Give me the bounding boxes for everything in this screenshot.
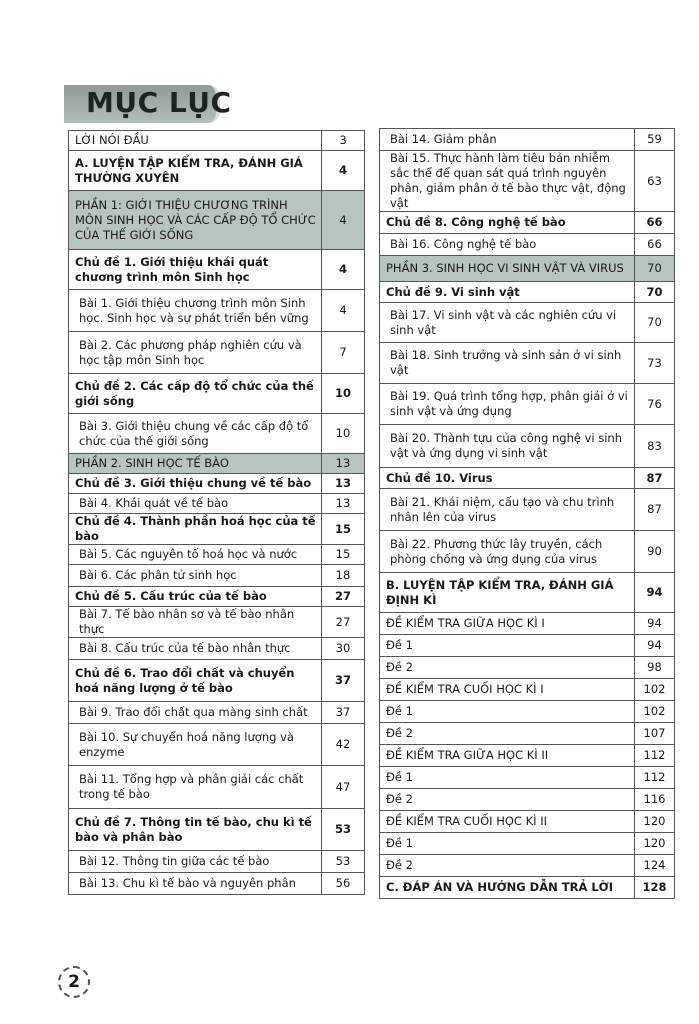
toc-entry-title: Bài 7. Tế bào nhân sơ và tế bào nhân thực [69, 607, 322, 638]
toc-row [380, 234, 675, 256]
toc-entry-page: 66 [635, 212, 675, 234]
toc-row [69, 374, 365, 414]
toc-row [69, 414, 365, 454]
toc-entry-title: ĐỀ KIỂM TRA CUỐI HỌC KÌ II [380, 811, 635, 833]
toc-entry-title: Bài 21. Khái niệm, cấu tạo và chu trình nhân lên của virus [380, 489, 635, 531]
toc-entry-title: B. LUYỆN TẬP KIỂM TRA, ĐÁNH GIÁ ĐỊNH KÌ [380, 573, 635, 613]
toc-entry-page: 70 [635, 282, 675, 303]
toc-entry-title: Chủ đề 9. Vi sinh vật [380, 282, 635, 303]
toc-entry-page: 47 [322, 766, 365, 809]
toc-entry-title: ĐỀ KIỂM TRA GIỮA HỌC KÌ II [380, 745, 635, 767]
toc-entry-title: A. LUYỆN TẬP KIỂM TRA, ĐÁNH GIÁ THƯỜNG XUYÊN [69, 151, 322, 191]
toc-entry-title: Chủ đề 5. Cấu trúc của tế bào [69, 587, 322, 607]
toc-entry-title: Bài 20. Thành tựu của công nghệ vi sinh vật và ứng dụng vi sinh vật [380, 425, 635, 468]
toc-entry-title: Bài 14. Giảm phân [380, 129, 635, 151]
toc-entry-page: 4 [322, 250, 365, 290]
toc-entry-page: 13 [322, 454, 365, 474]
toc-row [380, 657, 675, 679]
toc-entry-title: Đề 2 [380, 855, 635, 877]
toc-entry-page: 27 [322, 587, 365, 607]
toc-row [380, 212, 675, 234]
toc-row [69, 290, 365, 332]
toc-entry-title: Chủ đề 1. Giới thiệu khái quát chương trình môn Sinh học [69, 250, 322, 290]
toc-row [69, 638, 365, 660]
toc-entry-page: 37 [322, 702, 365, 724]
toc-entry-title: Bài 9. Trao đổi chất qua màng sinh chất [69, 702, 322, 724]
toc-entry-title: Bài 12. Thông tin giữa các tế bào [69, 851, 322, 873]
toc-entry-title: Chủ đề 7. Thông tin tế bào, chu kì tế bào và phân bào [69, 809, 322, 851]
toc-entry-title: Chủ đề 3. Giới thiệu chung về tế bào [69, 474, 322, 494]
toc-row [69, 809, 365, 851]
toc-entry-page: 112 [635, 745, 675, 767]
toc-entry-page: 37 [322, 660, 365, 702]
toc-entry-page: 3 [322, 131, 365, 151]
toc-row [69, 565, 365, 587]
toc-entry-title: Chủ đề 8. Công nghệ tế bào [380, 212, 635, 234]
toc-entry-page: 124 [635, 855, 675, 877]
toc-row [69, 766, 365, 809]
toc-entry-title: PHẦN 3. SINH HỌC VI SINH VẬT VÀ VIRUS [380, 256, 635, 282]
toc-row [69, 873, 365, 895]
toc-entry-page: 98 [635, 657, 675, 679]
toc-entry-title: Bài 17. Vi sinh vật và các nghiên cứu vi sinh vật [380, 303, 635, 343]
toc-entry-page: 94 [635, 635, 675, 657]
toc-row [380, 723, 675, 745]
toc-row [380, 767, 675, 789]
toc-row [380, 151, 675, 212]
toc-entry-page: 53 [322, 851, 365, 873]
toc-entry-page: 15 [322, 514, 365, 545]
toc-entry-title: Bài 16. Công nghệ tế bào [380, 234, 635, 256]
toc-entry-title: ĐỀ KIỂM TRA CUỐI HỌC KÌ I [380, 679, 635, 701]
toc-row [69, 151, 365, 191]
toc-entry-title: PHẦN 1: GIỚI THIỆU CHƯƠNG TRÌNH MÔN SINH HỌC VÀ CÁC CẤP ĐỘ TỔ CHỨC CỦA THẾ GIỚI SỐNG [69, 191, 322, 250]
toc-row [69, 191, 365, 250]
toc-row [380, 384, 675, 425]
toc-entry-title: Chủ đề 10. Virus [380, 468, 635, 489]
toc-entry-page: 56 [322, 873, 365, 895]
toc-row [69, 724, 365, 766]
toc-entry-title: Chủ đề 2. Các cấp độ tổ chức của thế giới sống [69, 374, 322, 414]
toc-row [380, 701, 675, 723]
toc-entry-page: 70 [635, 256, 675, 282]
toc-entry-page: 102 [635, 679, 675, 701]
toc-entry-title: Đề 2 [380, 657, 635, 679]
toc-entry-title: Chủ đề 4. Thành phần hoá học của tế bào [69, 514, 322, 545]
toc-row [69, 131, 365, 151]
toc-entry-title: Bài 22. Phương thức lây truyền, cách phòng chống và ứng dụng của virus [380, 531, 635, 573]
toc-row [380, 635, 675, 657]
toc-row [69, 250, 365, 290]
toc-entry-title: Đề 1 [380, 635, 635, 657]
toc-entry-page: 120 [635, 811, 675, 833]
toc-row [380, 425, 675, 468]
title-banner [58, 83, 232, 129]
toc-row [69, 587, 365, 607]
toc-entry-page: 83 [635, 425, 675, 468]
toc-row [380, 855, 675, 877]
toc-entry-page: 13 [322, 474, 365, 494]
toc-entry-title: Bài 18. Sinh trưởng và sinh sản ở vi sinh vật [380, 343, 635, 384]
toc-entry-page: 107 [635, 723, 675, 745]
toc-entry-page: 4 [322, 151, 365, 191]
page-title: MỤC LỤC [86, 86, 232, 119]
toc-entry-page: 87 [635, 468, 675, 489]
toc-row [69, 332, 365, 374]
toc-entry-title: Bài 4. Khái quát về tế bào [69, 494, 322, 514]
toc-entry-page: 66 [635, 234, 675, 256]
toc-entry-title: Bài 2. Các phương pháp nghiên cứu và học tập môn Sinh học [69, 332, 322, 374]
toc-entry-title: Đề 1 [380, 767, 635, 789]
toc-entry-page: 15 [322, 545, 365, 565]
toc-entry-page: 7 [322, 332, 365, 374]
toc-entry-page: 90 [635, 531, 675, 573]
toc-row [380, 256, 675, 282]
toc-entry-page: 63 [635, 151, 675, 212]
page-number: 2 [68, 972, 80, 992]
toc-entry-page: 27 [322, 607, 365, 638]
toc-entry-page: 73 [635, 343, 675, 384]
toc-entry-page: 10 [322, 414, 365, 454]
toc-row [380, 789, 675, 811]
toc-row [69, 474, 365, 494]
toc-row [380, 833, 675, 855]
toc-entry-title: Đề 1 [380, 701, 635, 723]
toc-row [380, 679, 675, 701]
toc-left-body [69, 131, 365, 895]
toc-entry-page: 116 [635, 789, 675, 811]
toc-row [380, 343, 675, 384]
toc-entry-title: Bài 6. Các phân tử sinh học [69, 565, 322, 587]
toc-entry-page: 59 [635, 129, 675, 151]
toc-row [380, 303, 675, 343]
toc-entry-page: 30 [322, 638, 365, 660]
toc-entry-page: 94 [635, 573, 675, 613]
toc-entry-title: Bài 3. Giới thiệu chung về các cấp độ tổ chức của thế giới sống [69, 414, 322, 454]
toc-entry-title: Đề 1 [380, 833, 635, 855]
toc-row [380, 877, 675, 899]
toc-entry-page: 10 [322, 374, 365, 414]
toc-row [380, 129, 675, 151]
toc-entry-page: 18 [322, 565, 365, 587]
toc-row [69, 454, 365, 474]
toc-entry-page: 128 [635, 877, 675, 899]
toc-entry-title: PHẦN 2. SINH HỌC TẾ BÀO [69, 454, 322, 474]
toc-entry-title: Chủ đề 6. Trao đổi chất và chuyển hoá năng lượng ở tế bào [69, 660, 322, 702]
toc-entry-page: 102 [635, 701, 675, 723]
toc-row [69, 660, 365, 702]
toc-entry-title: Bài 15. Thực hành làm tiêu bản nhiễm sắc thể để quan sát quá trình nguyên phân, giảm phân ở tế bào thực vật, động vật [380, 151, 635, 212]
toc-row [69, 607, 365, 638]
toc-row [69, 545, 365, 565]
toc-entry-page: 76 [635, 384, 675, 425]
toc-row [69, 851, 365, 873]
toc-table-right [379, 128, 675, 899]
toc-entry-title: LỜI NÓI ĐẦU [69, 131, 322, 151]
toc-row [380, 282, 675, 303]
toc-row [69, 494, 365, 514]
toc-entry-title: C. ĐÁP ÁN VÀ HƯỚNG DẪN TRẢ LỜI [380, 877, 635, 899]
toc-row [380, 531, 675, 573]
toc-row [69, 702, 365, 724]
toc-row [380, 468, 675, 489]
toc-row [69, 514, 365, 545]
toc-row [380, 811, 675, 833]
toc-entry-page: 120 [635, 833, 675, 855]
toc-entry-title: Bài 1. Giới thiệu chương trình môn Sinh học. Sinh học và sự phát triển bền vững [69, 290, 322, 332]
toc-entry-page: 87 [635, 489, 675, 531]
toc-entry-title: Bài 10. Sự chuyển hoá năng lượng và enzyme [69, 724, 322, 766]
toc-entry-title: Đề 2 [380, 789, 635, 811]
toc-row [380, 745, 675, 767]
toc-entry-page: 13 [322, 494, 365, 514]
toc-row [380, 489, 675, 531]
toc-entry-page: 53 [322, 809, 365, 851]
toc-table-left [68, 130, 365, 895]
toc-entry-page: 70 [635, 303, 675, 343]
toc-entry-title: Bài 11. Tổng hợp và phân giải các chất trong tế bào [69, 766, 322, 809]
toc-entry-page: 94 [635, 613, 675, 635]
toc-row [380, 613, 675, 635]
toc-entry-page: 4 [322, 290, 365, 332]
toc-entry-title: Bài 5. Các nguyên tố hoá học và nước [69, 545, 322, 565]
toc-entry-title: Bài 13. Chu kì tế bào và nguyên phân [69, 873, 322, 895]
toc-row [380, 573, 675, 613]
toc-entry-title: ĐỀ KIỂM TRA GIỮA HỌC KÌ I [380, 613, 635, 635]
page-number-badge [58, 966, 90, 998]
toc-right-body [380, 129, 675, 899]
toc-entry-title: Đề 2 [380, 723, 635, 745]
toc-entry-page: 4 [322, 191, 365, 250]
toc-entry-title: Bài 8. Cấu trúc của tế bào nhân thực [69, 638, 322, 660]
toc-entry-page: 112 [635, 767, 675, 789]
toc-entry-page: 42 [322, 724, 365, 766]
toc-entry-title: Bài 19. Quá trình tổng hợp, phân giải ở vi sinh vật và ứng dụng [380, 384, 635, 425]
